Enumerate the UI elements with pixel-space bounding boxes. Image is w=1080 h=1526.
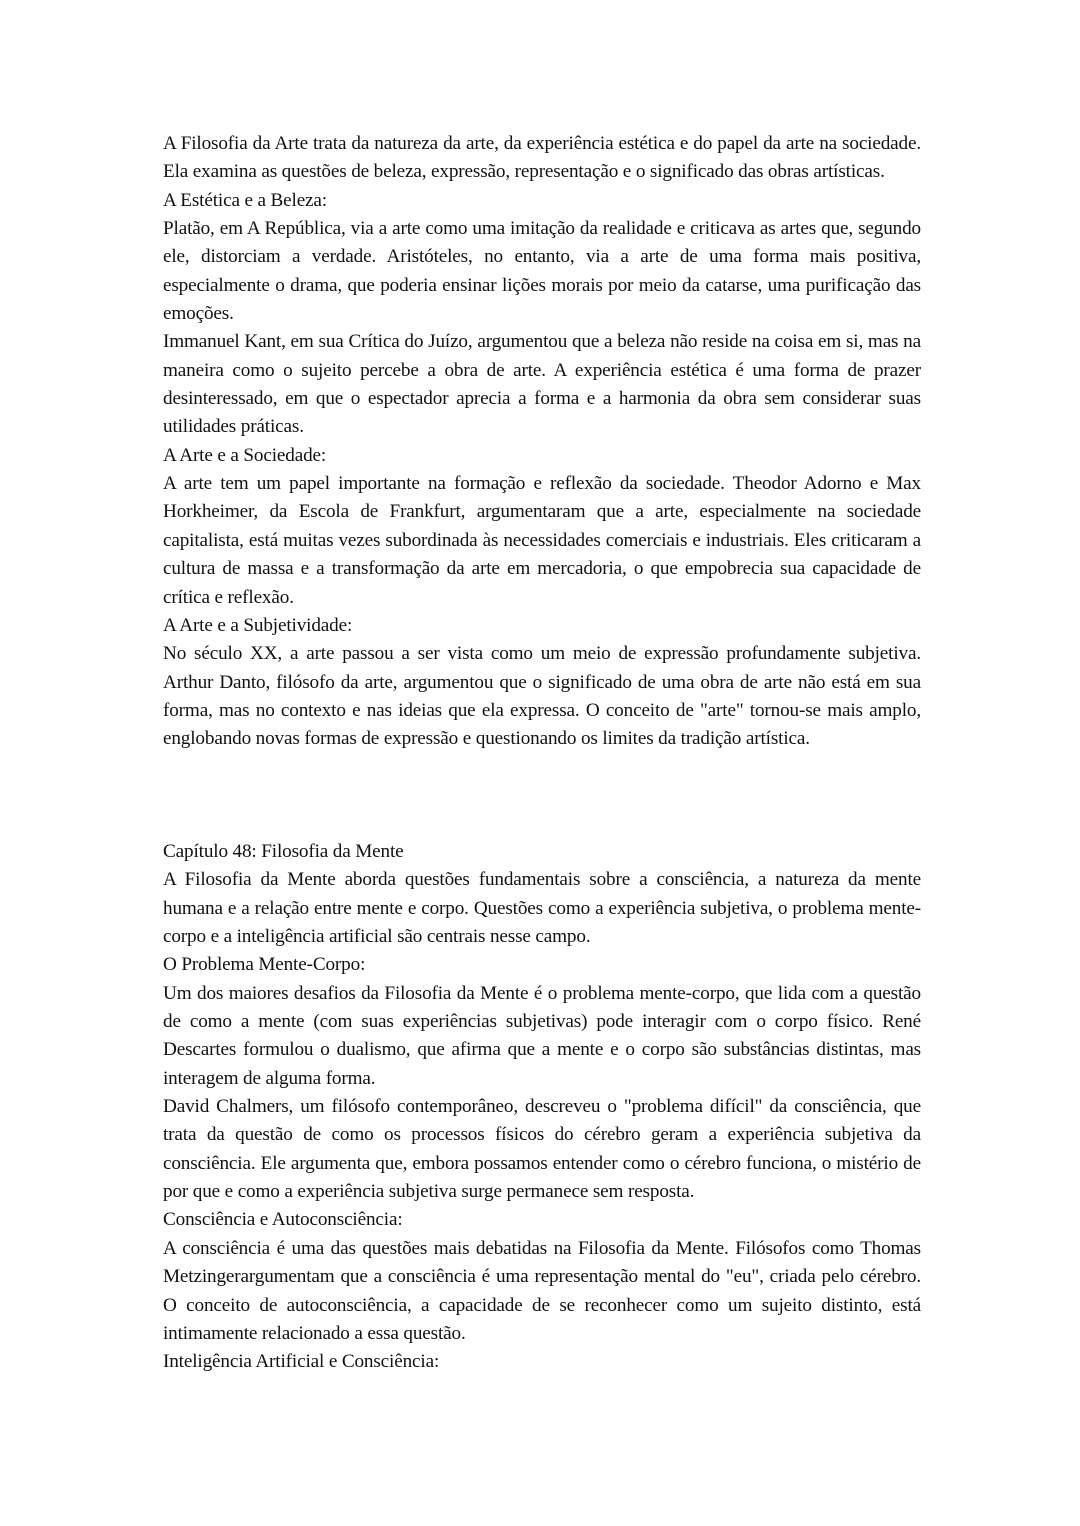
philosophy-of-mind-section [163,838,921,1377]
mind-intro-paragraph: A Filosofia da Mente aborda questões fundamentais sobre a consciência, a natureza da mente humana e a relação entre mente e corpo. Questões como a experiência subjetiva, o problema mente-corpo e a inteligência artificial são centrais nesse campo. [163,869,921,948]
aesthetics-heading: A Estética e a Beleza: [163,189,327,211]
art-subjectivity-paragraph: No século XX, a arte passou a ser vista como um meio de expressão profundamente subjetiva. Arthur Danto, filósofo da arte, argumentou que o significado de uma obra de arte não está em sua forma, mas no contexto e nas ideias que ela expressa. O conceito de "arte" tornou-se mais amplo, englobando novas formas de expressão e questionando os limites da tradição artística. [163,643,921,750]
art-intro-paragraph: A Filosofia da Arte trata da natureza da arte, da experiência estética e do papel da arte na sociedade. Ela examina as questões de beleza, expressão, representação e o significado das obras artísticas. [163,133,921,183]
mind-body-heading: O Problema Mente-Corpo: [163,954,366,976]
chalmers-paragraph: David Chalmers, um filósofo contemporâneo, descreveu o "problema difícil" da consciência, que trata da questão de como os processos físicos do cérebro geram a experiência subjetiva da consciência. Ele argumenta que, embora possamos entender como o cérebro funciona, o mistério de por que e como a experiência subjetiva surge permanece sem resposta. [163,1096,921,1203]
philosophy-of-art-section [163,130,921,754]
ai-consciousness-heading: Inteligência Artificial e Consciência: [163,1351,440,1373]
kant-paragraph: Immanuel Kant, em sua Crítica do Juízo, argumentou que a beleza não reside na coisa em si, mas na maneira como o sujeito percebe a obra de arte. A experiência estética é uma forma de prazer desinteressado, em que o espectador aprecia a forma e a harmonia da obra sem considerar suas utilidades práticas. [163,331,921,438]
art-society-heading: A Arte e a Sociedade: [163,444,327,466]
art-subjectivity-heading: A Arte e a Subjetividade: [163,614,353,636]
consciousness-paragraph: A consciência é uma das questões mais debatidas na Filosofia da Mente. Filósofos como Thomas Metzingerargumentam que a consciência é uma representação mental do "eu", criada pelo cérebro. O conceito de autoconsciência, a capacidade de se reconhecer como um sujeito distinto, está intimamente relacionado a essa questão. [163,1237,921,1344]
chapter-title: Capítulo 48: Filosofia da Mente [163,841,404,862]
plato-aristotle-paragraph: Platão, em A República, via a arte como uma imitação da realidade e criticava as artes que, segundo ele, distorciam a verdade. Aristóteles, no entanto, via a arte de uma forma mais positiva, especialmente o drama, que poderia ensinar lições morais por meio da catarse, uma purificação das emoções. [163,218,921,325]
art-society-paragraph: A arte tem um papel importante na formação e reflexão da sociedade. Theodor Adorno e Max Horkheimer, da Escola de Frankfurt, argumentaram que a arte, especialmente na sociedade capitalista, está muitas vezes subordinada às necessidades comerciais e industriais. Eles criticaram a cultura de massa e a transformação da arte em mercadoria, o que empobrecia sua capacidade de crítica e reflexão. [163,473,921,608]
consciousness-heading: Consciência e Autoconsciência: [163,1209,403,1231]
descartes-paragraph: Um dos maiores desafios da Filosofia da Mente é o problema mente-corpo, que lida com a questão de como a mente (com suas experiências subjetivas) pode interagir com o corpo físico. René Descartes formulou o dualismo, que afirma que a mente e o corpo são substâncias distintas, mas interagem de alguma forma. [163,982,921,1089]
